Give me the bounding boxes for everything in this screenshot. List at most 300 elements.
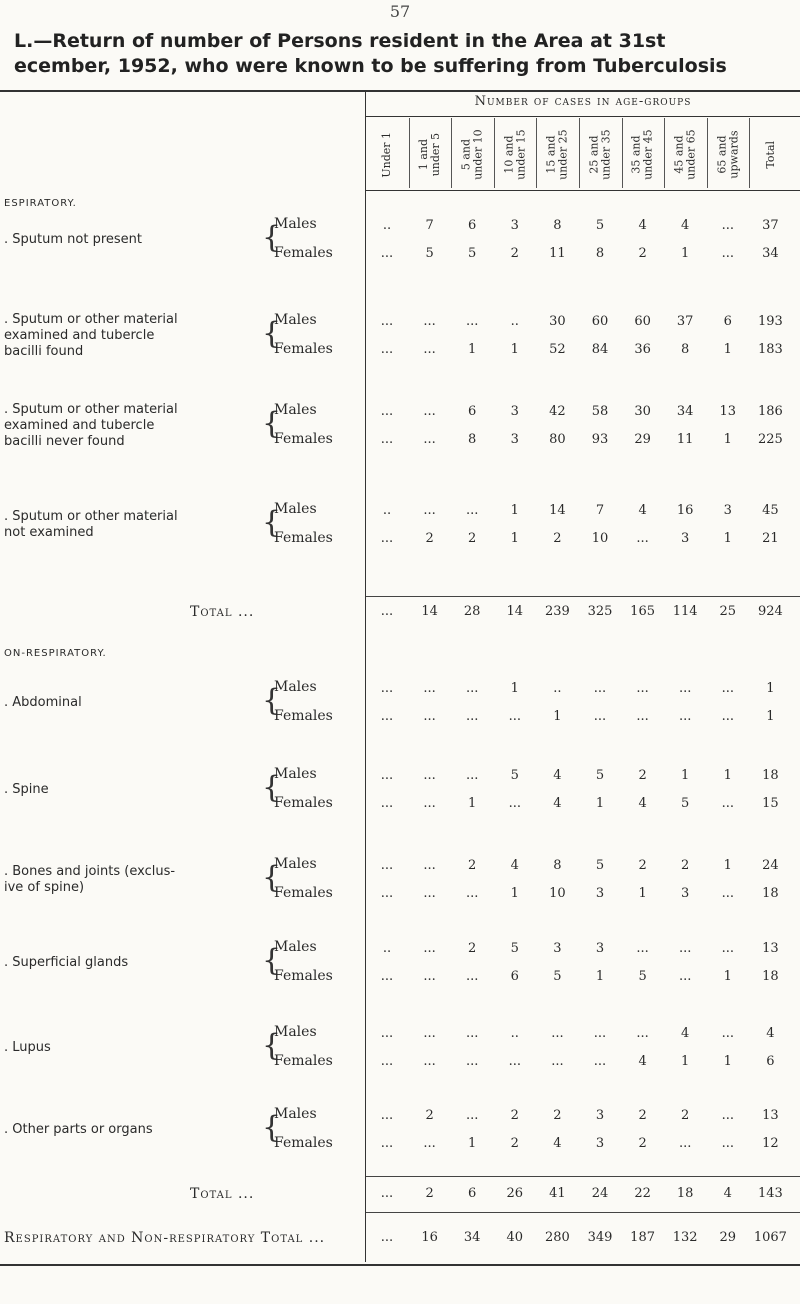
cell-males: ...	[465, 768, 479, 783]
column-header	[452, 124, 492, 186]
total-rule	[366, 596, 800, 597]
column-header	[495, 124, 535, 186]
row-label: . Superficial glands	[4, 955, 129, 970]
cell-females: 11	[676, 432, 694, 447]
column-header	[750, 124, 790, 186]
cell-females: 2	[510, 246, 519, 261]
cell-males: 5	[595, 768, 605, 783]
cell-females: ...	[423, 709, 436, 724]
brace: {	[262, 770, 282, 805]
column-header	[580, 124, 620, 186]
cell-females: 8	[681, 342, 690, 357]
cell-females: ...	[508, 1054, 521, 1069]
total-cell: 280	[544, 1230, 570, 1245]
cell-males: ...	[380, 314, 394, 329]
cell-males: 5	[510, 941, 519, 956]
cell-females: 1	[766, 709, 775, 724]
cell-females: 4	[638, 796, 647, 811]
cell-females: 1	[595, 796, 605, 811]
cell-males: 45	[762, 503, 779, 518]
cell-females: ...	[678, 709, 692, 724]
cell-females: 29	[634, 432, 651, 447]
brace: {	[262, 505, 282, 540]
cell-males: 4	[638, 503, 647, 518]
cell-males: ...	[636, 1026, 649, 1041]
cell-males: 2	[468, 941, 477, 956]
row-label: . Spine	[4, 782, 49, 797]
total-cell: 18	[676, 1186, 694, 1201]
cell-males: 6	[723, 314, 732, 329]
cell-females: 1	[468, 342, 477, 357]
cell-females: 18	[762, 886, 779, 901]
cell-females: 15	[762, 796, 779, 811]
cell-females: 5	[468, 246, 477, 261]
column-separator	[749, 118, 750, 188]
cell-males: 5	[595, 218, 605, 233]
cell-males: ...	[423, 858, 436, 873]
cell-males: 13	[762, 1108, 779, 1123]
total-cell: 165	[630, 604, 655, 619]
sex-label-males: Males	[274, 402, 317, 418]
cell-females: 6	[766, 1054, 775, 1069]
row-label: . Sputum or other material examined and tubercle bacilli found	[4, 312, 178, 359]
sex-label-females: Females	[274, 530, 333, 546]
total-cell: 924	[757, 604, 783, 619]
column-separator	[494, 118, 495, 188]
column-header-rule	[366, 190, 800, 191]
cell-males: 30	[549, 314, 566, 329]
sex-label-males: Males	[274, 856, 317, 872]
cell-males: 24	[762, 858, 779, 873]
cell-females: ...	[423, 969, 436, 984]
cell-males: 5	[595, 858, 605, 873]
total-cell: 34	[463, 1230, 481, 1245]
column-header-label: 10 and under 15	[502, 129, 527, 181]
column-separator	[579, 118, 580, 188]
cell-males: 16	[676, 503, 694, 518]
brace: {	[262, 406, 282, 441]
cell-males: ...	[423, 503, 436, 518]
cell-females: 2	[468, 531, 477, 546]
cell-males: ..	[382, 503, 392, 518]
cell-females: ...	[636, 531, 649, 546]
cell-females: 183	[757, 342, 783, 357]
cell-females: ...	[465, 709, 479, 724]
cell-males: 7	[595, 503, 605, 518]
cell-males: ...	[380, 404, 394, 419]
column-separator	[707, 118, 708, 188]
brace: {	[262, 220, 282, 255]
cell-males: 4	[681, 218, 690, 233]
cell-males: ..	[510, 314, 519, 329]
row-label: . Abdominal	[4, 695, 82, 710]
page-number: 57	[389, 2, 411, 21]
cell-females: 1	[638, 886, 647, 901]
cell-males: ...	[721, 218, 734, 233]
cell-females: ...	[721, 709, 734, 724]
cell-females: 1	[723, 969, 732, 984]
cell-males: 13	[719, 404, 737, 419]
total-cell: 25	[719, 604, 737, 619]
total-cell: 29	[719, 1230, 737, 1245]
cell-males: 42	[549, 404, 566, 419]
cell-males: ...	[423, 941, 436, 956]
cell-males: 8	[553, 218, 562, 233]
row-label: . Sputum not present	[4, 232, 142, 247]
cell-females: ...	[423, 342, 436, 357]
total-cell: 28	[463, 604, 481, 619]
cell-males: 2	[638, 768, 647, 783]
cell-males: ...	[465, 314, 479, 329]
cell-males: 2	[638, 858, 647, 873]
cell-males: ...	[423, 681, 436, 696]
cell-females: ...	[678, 1136, 692, 1151]
cell-males: ...	[678, 681, 692, 696]
cell-males: ...	[465, 1026, 479, 1041]
cell-males: 1	[723, 768, 732, 783]
sex-label-males: Males	[274, 1024, 317, 1040]
cell-females: ...	[465, 886, 479, 901]
cell-males: 6	[468, 404, 477, 419]
row-label: . Lupus	[4, 1040, 51, 1055]
brace: {	[262, 1110, 282, 1145]
cell-females: 6	[510, 969, 519, 984]
cell-males: ...	[465, 681, 479, 696]
cell-females: ...	[636, 709, 649, 724]
cell-males: ...	[721, 681, 734, 696]
cell-females: 1	[510, 886, 519, 901]
brace: {	[262, 316, 282, 351]
cell-females: 3	[595, 1136, 605, 1151]
cell-males: ...	[380, 681, 394, 696]
column-separator	[409, 118, 410, 188]
total-cell: ...	[380, 1186, 394, 1201]
sex-label-females: Females	[274, 341, 333, 357]
cell-males: 37	[762, 218, 779, 233]
sex-label-males: Males	[274, 501, 317, 517]
top-rule	[0, 90, 800, 92]
cell-males: ...	[423, 1026, 436, 1041]
cell-females: 11	[549, 246, 566, 261]
group-header: Number of cases in age-groups	[474, 94, 692, 109]
column-separator	[664, 118, 665, 188]
cell-males: ...	[721, 941, 734, 956]
cell-males: ...	[423, 404, 436, 419]
total-cell: 41	[549, 1186, 566, 1201]
cell-females: 5	[425, 246, 434, 261]
cell-females: ...	[721, 1136, 734, 1151]
cell-males: 3	[595, 1108, 605, 1123]
cell-males: ...	[380, 1108, 394, 1123]
cell-males: 58	[591, 404, 609, 419]
cell-females: ...	[593, 709, 607, 724]
cell-males: 2	[468, 858, 477, 873]
total-cell: 1067	[753, 1230, 787, 1245]
cell-males: 37	[676, 314, 694, 329]
total-cell: 187	[630, 1230, 655, 1245]
cell-males: ...	[380, 768, 394, 783]
cell-females: 84	[591, 342, 609, 357]
section-non-respiratory: ON-RESPIRATORY.	[4, 648, 107, 659]
cell-males: ...	[380, 1026, 394, 1041]
cell-males: 7	[425, 218, 434, 233]
cell-females: 2	[638, 246, 647, 261]
column-header	[623, 124, 663, 186]
sex-label-females: Females	[274, 1135, 333, 1151]
row-label: . Sputum or other material examined and tubercle bacilli never found	[4, 402, 178, 449]
cell-males: 2	[510, 1108, 519, 1123]
total-cell: 2	[425, 1186, 434, 1201]
cell-females: ...	[380, 531, 394, 546]
cell-females: 2	[638, 1136, 647, 1151]
cell-males: ...	[721, 1108, 734, 1123]
sex-label-males: Males	[274, 312, 317, 328]
column-header-label: 25 and under 35	[587, 129, 613, 181]
total-cell: 239	[544, 604, 570, 619]
label-column-rule	[365, 92, 366, 1262]
cell-males: 1	[510, 503, 519, 518]
sex-label-females: Females	[274, 431, 333, 447]
total-label: Respiratory and Non-respiratory Total ...	[4, 1230, 326, 1246]
total-rule	[366, 1176, 800, 1177]
sex-label-males: Males	[274, 939, 317, 955]
cell-females: 8	[468, 432, 477, 447]
cell-males: ...	[465, 503, 479, 518]
total-cell: 325	[587, 604, 613, 619]
cell-females: 4	[553, 1136, 562, 1151]
cell-males: 2	[681, 1108, 690, 1123]
cell-males: ...	[636, 941, 649, 956]
cell-females: 34	[762, 246, 779, 261]
column-separator	[451, 118, 452, 188]
row-label: . Sputum or other material not examined	[4, 509, 178, 540]
cell-males: 60	[591, 314, 609, 329]
cell-females: 2	[425, 531, 434, 546]
cell-females: ...	[721, 886, 734, 901]
cell-females: 1	[468, 1136, 477, 1151]
cell-females: 36	[634, 342, 651, 357]
cell-males: 2	[681, 858, 690, 873]
cell-females: ...	[423, 886, 436, 901]
cell-females: 3	[681, 531, 690, 546]
column-header	[708, 124, 748, 186]
cell-males: ...	[593, 1026, 607, 1041]
cell-females: 4	[638, 1054, 647, 1069]
cell-males: 2	[638, 1108, 647, 1123]
cell-females: ...	[380, 886, 394, 901]
cell-females: ...	[465, 969, 479, 984]
cell-males: 4	[510, 858, 519, 873]
cell-females: ...	[380, 1136, 394, 1151]
cell-females: 3	[510, 432, 519, 447]
cell-females: 1	[468, 796, 477, 811]
cell-females: 2	[553, 531, 562, 546]
cell-females: ...	[465, 1054, 479, 1069]
cell-males: ...	[465, 1108, 479, 1123]
sex-label-males: Males	[274, 679, 317, 695]
cell-males: 193	[757, 314, 783, 329]
bottom-rule	[0, 1264, 800, 1266]
cell-females: ...	[508, 796, 521, 811]
cell-males: 5	[510, 768, 519, 783]
cell-males: 60	[634, 314, 651, 329]
cell-males: ...	[380, 858, 394, 873]
cell-males: 3	[510, 404, 519, 419]
cell-females: 1	[723, 342, 732, 357]
sex-label-males: Males	[274, 766, 317, 782]
cell-males: 8	[553, 858, 562, 873]
cell-females: 1	[681, 1054, 690, 1069]
row-label: . Other parts or organs	[4, 1122, 153, 1137]
cell-females: ...	[380, 969, 394, 984]
cell-females: 1	[723, 531, 732, 546]
column-separator	[622, 118, 623, 188]
group-header-rule	[366, 116, 800, 117]
cell-males: 1	[723, 858, 732, 873]
cell-males: ..	[382, 218, 392, 233]
total-cell: 4	[723, 1186, 732, 1201]
cell-females: 1	[681, 246, 690, 261]
cell-males: ..	[510, 1026, 519, 1041]
row-label: . Bones and joints (exclus- ive of spine)	[4, 864, 176, 895]
cell-males: 13	[762, 941, 779, 956]
cell-females: 10	[591, 531, 609, 546]
total-cell: 22	[634, 1186, 651, 1201]
sex-label-females: Females	[274, 245, 333, 261]
cell-females: ...	[380, 796, 394, 811]
sex-label-females: Females	[274, 1053, 333, 1069]
cell-females: 93	[591, 432, 609, 447]
column-header-label: 65 and upwards	[715, 130, 740, 180]
title-line-2: ecember, 1952, who were known to be suffering from Tuberculosis	[14, 55, 727, 77]
column-header	[665, 124, 705, 186]
cell-males: 14	[549, 503, 566, 518]
cell-females: 21	[762, 531, 779, 546]
column-header-label: 35 and under 45	[630, 129, 655, 181]
cell-females: ...	[678, 969, 692, 984]
sex-label-males: Males	[274, 216, 317, 232]
total-cell: 40	[506, 1230, 524, 1245]
cell-females: 8	[595, 246, 605, 261]
cell-females: ...	[380, 246, 394, 261]
cell-females: 10	[549, 886, 566, 901]
cell-females: 52	[549, 342, 566, 357]
total-cell: 14	[506, 604, 524, 619]
sex-label-females: Females	[274, 968, 333, 984]
cell-females: ...	[551, 1054, 564, 1069]
cell-males: ...	[593, 681, 607, 696]
cell-males: 4	[766, 1026, 775, 1041]
cell-females: ...	[380, 709, 394, 724]
cell-males: 3	[595, 941, 605, 956]
section-respiratory: ESPIRATORY.	[4, 198, 77, 209]
cell-males: ...	[423, 768, 436, 783]
sex-label-females: Females	[274, 885, 333, 901]
column-separator	[536, 118, 537, 188]
cell-females: 18	[762, 969, 779, 984]
cell-males: 186	[757, 404, 783, 419]
brace: {	[262, 943, 282, 978]
cell-females: 1	[510, 342, 519, 357]
cell-females: 1	[723, 432, 732, 447]
cell-males: 30	[634, 404, 651, 419]
total-cell: 14	[421, 604, 438, 619]
cell-females: ...	[593, 1054, 607, 1069]
sex-label-males: Males	[274, 1106, 317, 1122]
column-header	[410, 124, 450, 186]
sex-label-females: Females	[274, 795, 333, 811]
total-label: Total ...	[190, 1186, 255, 1202]
column-header	[367, 124, 407, 186]
cell-males: 6	[468, 218, 477, 233]
cell-females: ...	[423, 796, 436, 811]
cell-males: 4	[681, 1026, 690, 1041]
cell-males: ...	[423, 314, 436, 329]
cell-females: 4	[553, 796, 562, 811]
total-cell: 24	[591, 1186, 609, 1201]
sex-label-females: Females	[274, 708, 333, 724]
cell-females: 3	[595, 886, 605, 901]
total-cell: 16	[421, 1230, 438, 1245]
cell-females: ...	[721, 796, 734, 811]
total-cell: 6	[468, 1186, 477, 1201]
column-header-label: 15 and under 25	[544, 129, 570, 181]
cell-males: ...	[678, 941, 692, 956]
cell-females: 5	[681, 796, 690, 811]
brace: {	[262, 683, 282, 718]
cell-males: 4	[638, 218, 647, 233]
cell-females: ...	[423, 432, 436, 447]
cell-males: 2	[553, 1108, 562, 1123]
cell-males: 3	[510, 218, 519, 233]
brace: {	[262, 860, 282, 895]
cell-males: ..	[553, 681, 562, 696]
cell-males: 2	[425, 1108, 434, 1123]
cell-females: 12	[762, 1136, 779, 1151]
cell-males: 18	[762, 768, 779, 783]
total-cell: 143	[757, 1186, 783, 1201]
cell-males: ...	[721, 1026, 734, 1041]
cell-males: ...	[636, 681, 649, 696]
cell-males: 1	[681, 768, 690, 783]
total-cell: ...	[380, 1230, 394, 1245]
cell-males: 1	[766, 681, 775, 696]
cell-males: 3	[553, 941, 562, 956]
cell-females: 2	[510, 1136, 519, 1151]
cell-males: ...	[551, 1026, 564, 1041]
cell-females: ...	[380, 432, 394, 447]
column-header-label: 5 and under 10	[459, 129, 485, 181]
cell-males: 1	[510, 681, 519, 696]
cell-males: 4	[553, 768, 562, 783]
cell-females: 5	[553, 969, 562, 984]
column-header-label: 1 and under 5	[417, 133, 442, 177]
cell-females: 1	[510, 531, 519, 546]
cell-females: ...	[721, 246, 734, 261]
cell-females: 225	[757, 432, 783, 447]
brace: {	[262, 1028, 282, 1063]
total-cell: ...	[380, 604, 394, 619]
total-cell: 349	[587, 1230, 613, 1245]
total-rule	[366, 1212, 800, 1213]
total-cell: 26	[506, 1186, 524, 1201]
cell-females: ...	[380, 342, 394, 357]
cell-females: 1	[553, 709, 562, 724]
cell-females: ...	[423, 1054, 436, 1069]
cell-males: 3	[723, 503, 732, 518]
cell-males: 34	[676, 404, 694, 419]
column-header-label: Under 1	[380, 132, 394, 178]
